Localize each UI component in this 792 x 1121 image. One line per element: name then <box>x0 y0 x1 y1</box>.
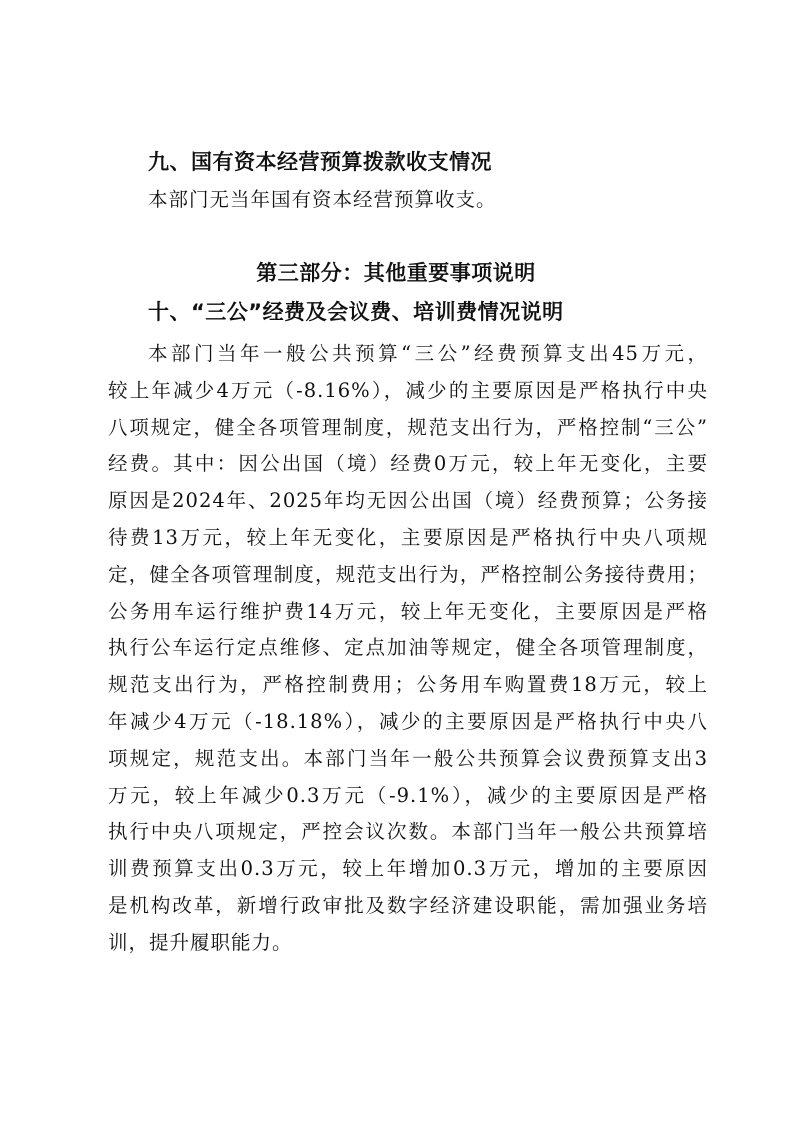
body-line: 执行公车运行定点维修、定点加油等规定，健全各项管理制度， <box>108 636 708 660</box>
body-line: 原因是2024年、2025年均无因公出国（境）经费预算；公务接 <box>108 489 708 513</box>
body-line: 训费预算支出0.3万元，较上年增加0.3万元，增加的主要原因 <box>108 857 708 881</box>
body-line: 训，提升履职能力。 <box>108 930 293 954</box>
body-line: 年减少4万元（-18.18%），减少的主要原因是严格执行中央八 <box>108 709 708 733</box>
body-line: 是机构改革，新增行政审批及数字经济建设职能，需加强业务培 <box>108 893 708 917</box>
body-line: 本部门当年一般公共预算“三公”经费预算支出45万元， <box>148 342 708 365</box>
body-line: 较上年减少4万元（-8.16%），减少的主要原因是严格执行中央 <box>108 378 708 402</box>
body-line: 公务用车运行维护费14万元，较上年无变化，主要原因是严格 <box>108 599 708 623</box>
body-line: 规范支出行为，严格控制费用；公务用车购置费18万元，较上 <box>108 673 708 697</box>
body-line: 项规定，规范支出。本部门当年一般公共预算会议费预算支出3 <box>108 746 708 770</box>
section-9-body: 本部门无当年国有资本经营预算收支。 <box>148 188 497 211</box>
part-3-heading: 第三部分：其他重要事项说明 <box>256 261 536 285</box>
body-line: 执行中央八项规定，严控会议次数。本部门当年一般公共预算培 <box>108 820 708 844</box>
body-line: 经费。其中：因公出国（境）经费0万元，较上年无变化，主要 <box>108 452 708 476</box>
section-10-body <box>108 336 708 962</box>
section-10-heading: 十、“三公”经费及会议费、培训费情况说明 <box>148 300 564 324</box>
body-line: 八项规定，健全各项管理制度，规范支出行为，严格控制“三公” <box>108 415 708 439</box>
body-line: 万元，较上年减少0.3万元（-9.1%），减少的主要原因是严格 <box>108 783 708 807</box>
section-9-heading: 九、国有资本经营预算拨款收支情况 <box>148 150 492 174</box>
body-line: 待费13万元，较上年无变化，主要原因是严格执行中央八项规 <box>108 525 708 549</box>
body-line: 定，健全各项管理制度，规范支出行为，严格控制公务接待费用； <box>108 562 708 586</box>
